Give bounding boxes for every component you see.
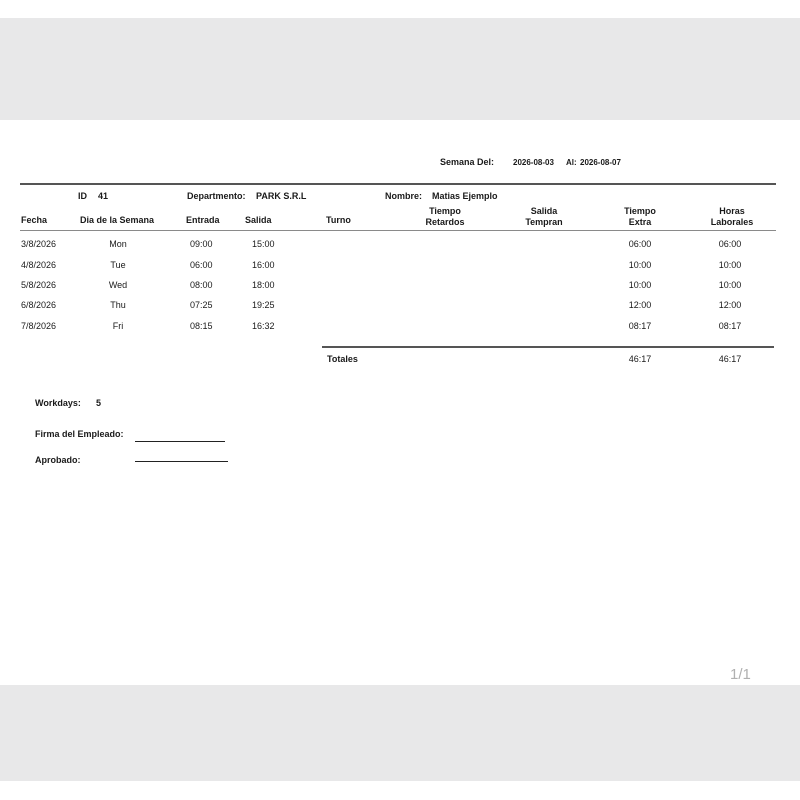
col-tiempo-retardos-1: Tiempo [429,206,461,216]
workdays-label: Workdays: [35,398,81,408]
aprobado-signature-line [135,461,228,462]
row-dia: Wed [108,280,128,290]
employee-name: Matias Ejemplo [432,191,498,201]
col-fecha: Fecha [21,215,48,225]
week-from: 2026-08-03 [513,158,554,167]
department-label: Departmento: [187,191,246,201]
col-tiempo-retardos-2: Retardos [425,217,465,227]
col-dia: Dia de la Semana [80,215,155,225]
row-tiempo-extra: 10:00 [628,280,652,290]
col-tiempo-extra-2: Extra [628,217,652,227]
row-entrada: 07:25 [190,300,213,310]
viewer-bottom-band [0,685,800,781]
row-dia: Mon [109,239,127,249]
col-salida-tempran-1: Salida [530,206,558,216]
row-horas-laborales: 10:00 [718,260,742,270]
row-salida: 15:00 [252,239,275,249]
name-label: Nombre: [385,191,423,201]
row-fecha: 4/8/2026 [21,260,57,270]
row-salida: 19:25 [252,300,275,310]
row-tiempo-extra: 08:17 [628,321,652,331]
row-fecha: 7/8/2026 [21,321,57,331]
row-tiempo-extra: 06:00 [628,239,652,249]
row-fecha: 3/8/2026 [21,239,57,249]
row-fecha: 6/8/2026 [21,300,57,310]
row-entrada: 08:00 [190,280,213,290]
col-horas-laborales-1: Horas [719,206,745,216]
row-dia: Fri [112,321,124,331]
row-entrada: 06:00 [190,260,213,270]
totals-horas-laborales: 46:17 [718,354,742,364]
row-horas-laborales: 10:00 [718,280,742,290]
row-entrada: 09:00 [190,239,213,249]
row-horas-laborales: 12:00 [718,300,742,310]
row-salida: 16:32 [252,321,275,331]
totals-tiempo-extra: 46:17 [628,354,652,364]
workdays-value: 5 [96,398,102,408]
week-to-label: Al: [566,158,577,167]
department-value: PARK S.R.L [256,191,307,201]
row-salida: 18:00 [252,280,275,290]
employee-id: 41 [98,191,109,201]
row-dia: Thu [110,300,126,310]
col-tiempo-extra-1: Tiempo [624,206,656,216]
viewer-top-band [0,18,800,120]
col-horas-laborales-2: Laborales [710,217,754,227]
row-horas-laborales: 08:17 [718,321,742,331]
header-bottom-rule [20,230,776,231]
totals-rule [322,346,774,348]
aprobado-label: Aprobado: [35,455,81,465]
week-to: 2026-08-07 [580,158,621,167]
firma-label: Firma del Empleado: [35,429,124,439]
col-salida: Salida [245,215,272,225]
row-fecha: 5/8/2026 [21,280,57,290]
page-indicator: 1/1 [730,666,751,683]
week-label: Semana Del: [440,157,495,167]
id-label: ID [78,191,87,201]
header-top-rule [20,183,776,185]
row-entrada: 08:15 [190,321,213,331]
row-salida: 16:00 [252,260,275,270]
row-tiempo-extra: 12:00 [628,300,652,310]
row-tiempo-extra: 10:00 [628,260,652,270]
row-dia: Tue [110,260,126,270]
timesheet-page [0,120,800,685]
col-turno: Turno [326,215,351,225]
col-entrada: Entrada [186,215,220,225]
row-horas-laborales: 06:00 [718,239,742,249]
firma-signature-line [135,441,225,442]
totals-label: Totales [327,354,358,364]
col-salida-tempran-2: Tempran [525,217,563,227]
